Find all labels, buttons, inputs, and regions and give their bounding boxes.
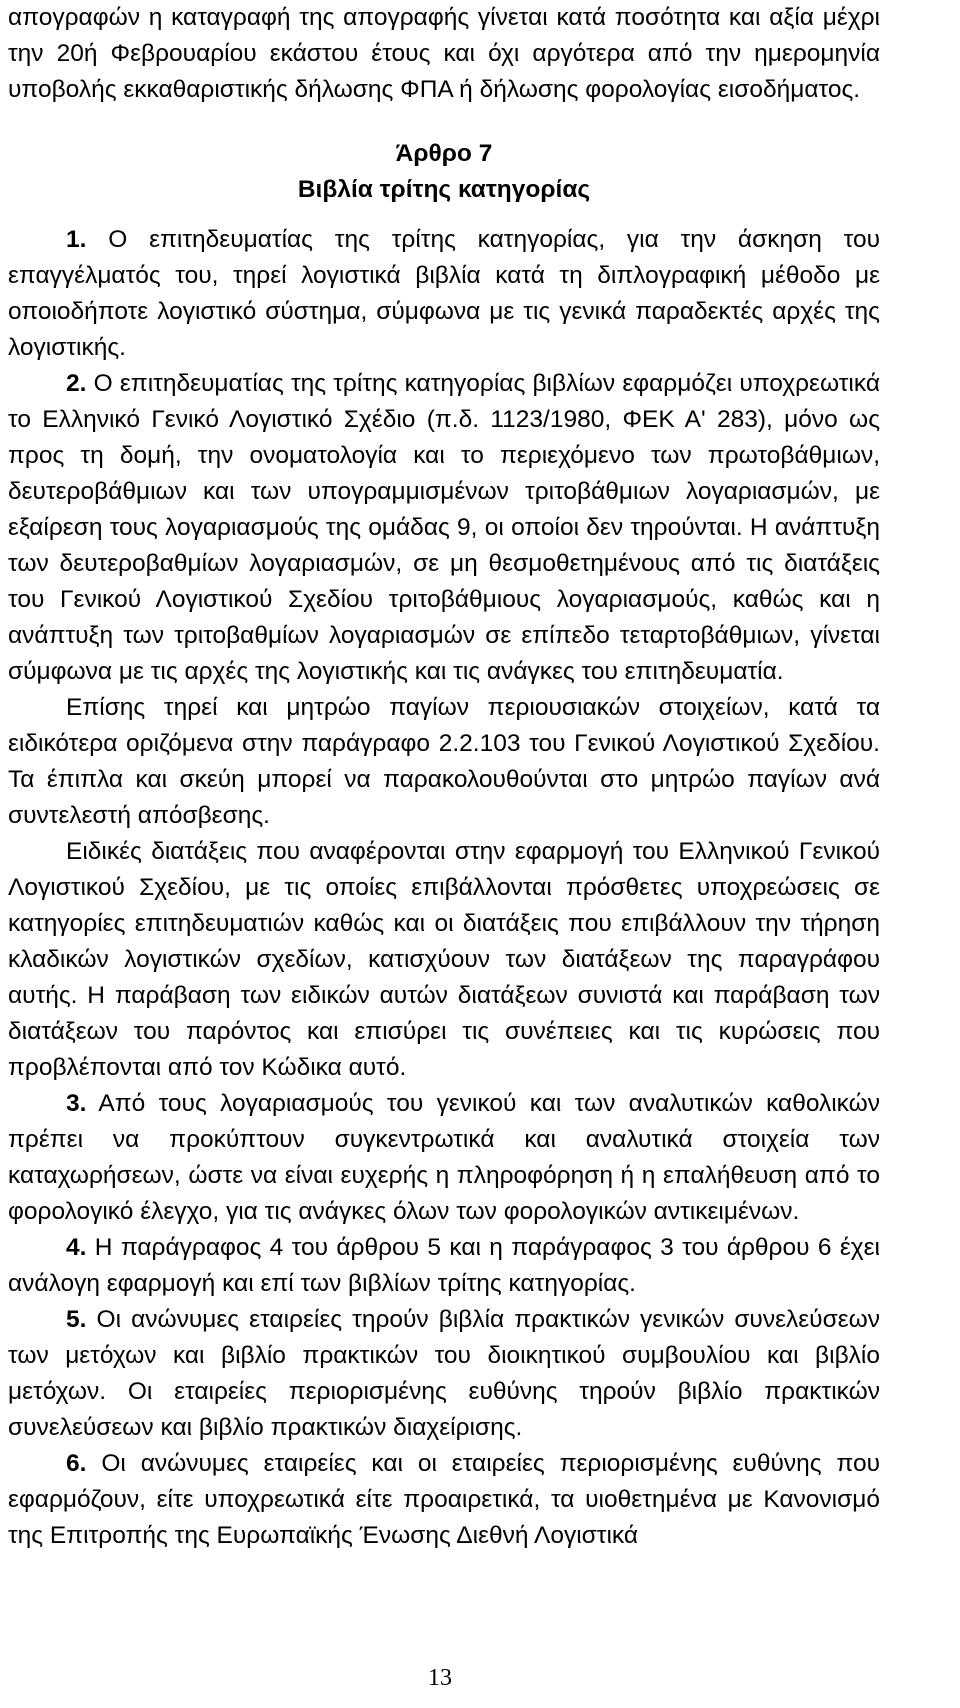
paragraph-text: Επίσης τηρεί και μητρώο παγίων περιουσιακών στοιχείων, κατά τα ειδικότερα οριζόμενα στην παράγραφο 2.2.103 του Γενικού Λογιστικού Σχεδίου. Τα έπιπλα και σκεύη μπορεί να παρακολουθούνται στο μητρώο παγίων ανά συντελεστή απόσβεσης. xyxy=(8,694,880,829)
article-heading xyxy=(8,108,880,222)
paragraph-number: 5. xyxy=(66,1306,87,1333)
paragraph-text: Ο επιτηδευματίας της τρίτης κατηγορίας, για την άσκηση του επαγγέλματός του, τηρεί λογιστικά βιβλία κατά τη διπλογραφική μέθοδο με οποιοδήποτε λογιστικό σύστημα, σύμφωνα με τις γενικά παραδεκτές αρχές της λογιστικής. xyxy=(8,226,880,361)
paragraph-text: Ο επιτηδευματίας της τρίτης κατηγορίας βιβλίων εφαρμόζει υποχρεωτικά το Ελληνικό Γενικό Λογιστικό Σχέδιο (π.δ. 1123/1980, ΦΕΚ Α' 283), μόνο ως προς τη δομή, την ονοματολογία και το περιεχόμενο των πρωτοβάθμιων, δευτεροβάθμιων και των υπογραμμισμένων τριτοβάθμιων λογαριασμών, με εξαίρεση τους λογαριασμούς της ομάδας 9, οι οποίοι δεν τηρούνται. Η ανάπτυξη των δευτεροβαθμίων λογαριασμών, σε μη θεσμοθετημένους από τις διατάξεις του Γενικού Λογιστικού Σχεδίου τριτοβάθμιους λογαριασμούς, καθώς και η ανάπτυξη των τριτοβαθμίων λογαριασμών σε επίπεδο τεταρτοβάθμιων, γίνεται σύμφωνα με τις αρχές της λογιστικής και τις ανάγκες του επιτηδευματία. xyxy=(8,370,880,685)
paragraph-text: Οι ανώνυμες εταιρείες και οι εταιρείες περιορισμένης ευθύνης που εφαρμόζουν, είτε υποχρεωτικά είτε προαιρετικά, τα υιοθετημένα με Κανονισμό της Επιτροπής της Ευρωπαϊκής Ένωσης Διεθνή Λογιστικά xyxy=(8,1450,880,1549)
paragraph-text: Οι ανώνυμες εταιρείες τηρούν βιβλία πρακτικών γενικών συνελεύσεων των μετόχων και βιβλίο πρακτικών του διοικητικού συμβουλίου και βιβλίο μετόχων. Οι εταιρείες περιορισμένης ευθύνης τηρούν βιβλίο πρακτικών συνελεύσεων και βιβλίο πρακτικών διαχείρισης. xyxy=(8,1306,880,1441)
paragraph-2 xyxy=(8,366,880,690)
paragraph-2-continued-2 xyxy=(8,834,880,1086)
paragraph-4 xyxy=(8,1230,880,1302)
paragraph-text: Η παράγραφος 4 του άρθρου 5 και η παράγραφος 3 του άρθρου 6 έχει ανάλογη εφαρμογή και επί των βιβλίων τρίτης κατηγορίας. xyxy=(8,1234,880,1297)
paragraph-5 xyxy=(8,1302,880,1446)
paragraph-text: Ειδικές διατάξεις που αναφέρονται στην εφαρμογή του Ελληνικού Γενικού Λογιστικού Σχεδίου, με τις οποίες επιβάλλονται πρόσθετες υποχρεώσεις σε κατηγορίες επιτηδευματιών καθώς και οι διατάξεις που επιβάλλουν την τήρηση κλαδικών λογιστικών σχεδίων, κατισχύουν των διατάξεων της παραγράφου αυτής. Η παράβαση των ειδικών αυτών διατάξεων συνιστά και παράβαση των διατάξεων του παρόντος και επισύρει τις συνέπειες και τις κυρώσεις που προβλέπονται από τον Κώδικα αυτό. xyxy=(8,838,880,1081)
intro-text: απογραφών η καταγραφή της απογραφής γίνεται κατά ποσότητα και αξία μέχρι την 20ή Φεβρουαρίου εκάστου έτους και όχι αργότερα από την ημερομηνία υποβολής εκκαθαριστικής δήλωσης ΦΠΑ ή δήλωσης φορολογίας εισοδήματος. xyxy=(8,4,880,103)
paragraph-1 xyxy=(8,222,880,366)
article-subtitle: Βιβλία τρίτης κατηγορίας xyxy=(297,176,591,203)
paragraph-6 xyxy=(8,1446,880,1554)
article-title: Άρθρο 7 xyxy=(395,140,493,167)
document-page xyxy=(8,0,880,1554)
paragraph-number: 3. xyxy=(66,1090,87,1117)
intro-paragraph xyxy=(8,0,880,108)
paragraph-2-continued-1 xyxy=(8,690,880,834)
paragraph-text: Από τους λογαριασμούς του γενικού και των αναλυτικών καθολικών πρέπει να προκύπτουν συγκεντρωτικά και αναλυτικά στοιχεία των καταχωρήσεων, ώστε να είναι ευχερής η πληροφόρηση ή η επαλήθευση από το φορολογικό έλεγχο, για τις ανάγκες όλων των φορολογικών αντικειμένων. xyxy=(8,1090,880,1225)
paragraph-3 xyxy=(8,1086,880,1230)
page-number: 13 xyxy=(428,1665,452,1691)
paragraph-number: 4. xyxy=(66,1234,87,1261)
paragraph-number: 1. xyxy=(66,226,87,253)
paragraph-number: 6. xyxy=(66,1450,87,1477)
paragraph-number: 2. xyxy=(66,370,87,397)
